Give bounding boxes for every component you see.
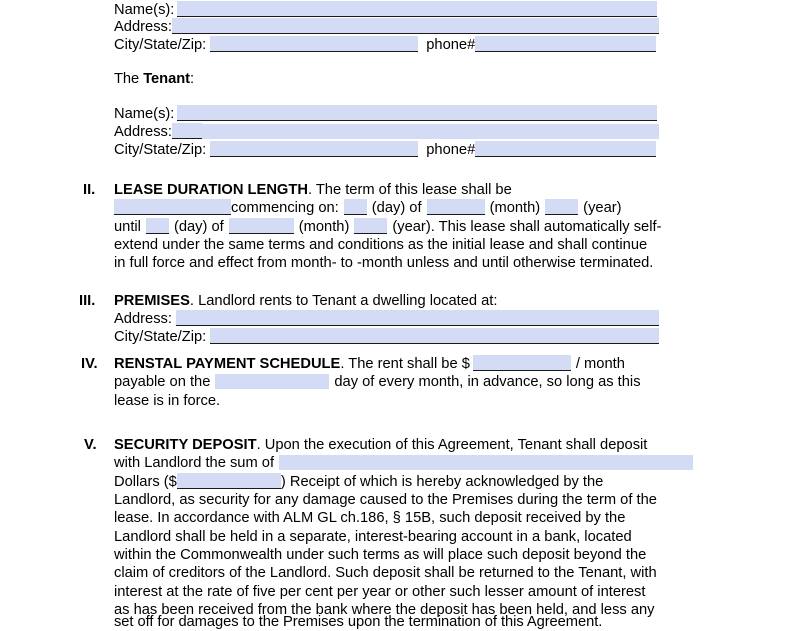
premises-title: PREMISES bbox=[114, 293, 190, 309]
start-year-input[interactable] bbox=[545, 199, 578, 215]
lease-duration-t9: (year). This lease shall automatically self- bbox=[392, 218, 662, 235]
landlord-phone-label: phone# bbox=[426, 37, 476, 53]
lease-duration-line-2 bbox=[114, 199, 699, 217]
landlord-name-label: Name(s): bbox=[114, 2, 175, 18]
security-deposit-line-1 bbox=[114, 436, 699, 454]
deposit-sum-words-input[interactable] bbox=[279, 455, 693, 470]
tenant-name-row bbox=[114, 105, 657, 123]
rental-payment-t2: / month bbox=[575, 356, 625, 372]
lease-duration-t2: commencing on: bbox=[231, 200, 339, 217]
security-deposit-line-10: as has been received from the bank where the deposit has been held, and less any bbox=[114, 602, 655, 619]
rental-payment-line-2 bbox=[114, 373, 699, 391]
landlord-name-input[interactable] bbox=[177, 1, 657, 17]
security-deposit-t12: set off for damages to the Premises upon the termination of this Agreement. bbox=[114, 614, 603, 630]
landlord-citystatezip-row bbox=[114, 36, 656, 54]
security-deposit-line-9: interest at the rate of five per cent per year or other such lesser amount of interest bbox=[114, 583, 646, 600]
premises-address-label: Address: bbox=[114, 311, 172, 327]
lease-duration-t6: until bbox=[114, 218, 141, 235]
section-numeral-ii: II. bbox=[83, 182, 96, 198]
end-month-input[interactable] bbox=[229, 218, 294, 234]
tenant-heading-suffix: : bbox=[189, 71, 194, 87]
security-deposit-line-3 bbox=[114, 473, 699, 491]
security-deposit-line-11-clipped bbox=[114, 613, 699, 630]
security-deposit-line-8: claim of creditors of the Landlord. Such deposit shall be returned to the Tenant, with bbox=[114, 565, 657, 582]
tenant-heading bbox=[114, 70, 194, 88]
tenant-phone-label: phone# bbox=[426, 142, 476, 158]
lease-duration-line-1 bbox=[114, 181, 699, 199]
rental-payment-title: RENSTAL PAYMENT SCHEDULE bbox=[114, 356, 341, 372]
premises-t1: . Landlord rents to Tenant a dwelling located at: bbox=[189, 293, 498, 309]
landlord-name-row bbox=[114, 1, 657, 19]
premises-address-input[interactable] bbox=[176, 310, 659, 326]
section-numeral-iii: III. bbox=[79, 293, 96, 309]
security-deposit-line-7: within the Commonwealth under such terms as will place such deposit beyond the bbox=[114, 547, 647, 564]
tenant-citystatezip-label: City/State/Zip: bbox=[114, 142, 207, 158]
section-security-deposit bbox=[114, 436, 699, 619]
security-deposit-line-6: Landlord shall be held in a separate, interest-bearing account in a bank, located bbox=[114, 528, 632, 545]
lease-duration-t1: . The term of this lease shall be bbox=[307, 182, 512, 198]
section-numeral-iv: IV. bbox=[81, 356, 98, 372]
lease-duration-t4: (month) bbox=[489, 200, 541, 217]
security-deposit-title: SECURITY DEPOSIT bbox=[114, 437, 257, 453]
start-month-input[interactable] bbox=[427, 199, 485, 215]
premises-citystatezip-row bbox=[114, 328, 659, 346]
section-premises bbox=[114, 292, 699, 310]
premises-citystatezip-input[interactable] bbox=[210, 328, 659, 344]
rent-due-day-input[interactable] bbox=[215, 374, 329, 389]
landlord-citystatezip-input[interactable] bbox=[210, 36, 418, 52]
rental-payment-t3: payable on the bbox=[114, 374, 211, 391]
lease-duration-t8: (month) bbox=[298, 218, 350, 235]
section-rental-payment bbox=[114, 355, 699, 410]
tenant-address-label: Address: bbox=[114, 124, 172, 140]
lease-duration-line-3 bbox=[114, 218, 699, 236]
tenant-heading-bold: Tenant bbox=[143, 71, 190, 87]
tenant-citystatezip-row bbox=[114, 141, 656, 159]
end-day-input[interactable] bbox=[146, 218, 169, 234]
rental-payment-t1: . The rent shall be $ bbox=[340, 356, 470, 372]
premises-address-row bbox=[114, 310, 659, 328]
security-deposit-line-5: lease. In accordance with ALM GL ch.186, § 15B, such deposit received by the bbox=[114, 510, 626, 527]
tenant-phone-input[interactable] bbox=[475, 141, 656, 157]
landlord-address-label: Address: bbox=[114, 19, 172, 35]
tenant-heading-prefix: The bbox=[114, 71, 144, 87]
section-numeral-v: V. bbox=[84, 437, 97, 453]
rental-payment-line-1 bbox=[114, 355, 699, 373]
premises-line-1 bbox=[114, 292, 699, 310]
tenant-citystatezip-input[interactable] bbox=[210, 141, 418, 157]
deposit-sum-figures-input[interactable] bbox=[177, 473, 281, 489]
security-deposit-t2: with Landlord the sum of bbox=[114, 455, 275, 472]
lease-duration-title: LEASE DURATION LENGTH bbox=[114, 182, 308, 198]
lease-duration-line-5: in full force and effect from month- to -month unless and until otherwise terminated. bbox=[114, 255, 654, 272]
tenant-address-input-ext[interactable] bbox=[202, 124, 659, 139]
lease-duration-t3: (day) of bbox=[371, 200, 422, 217]
lease-term-length-input[interactable] bbox=[114, 199, 231, 215]
security-deposit-t4: ) Receipt of which is hereby acknowledged by the bbox=[280, 473, 604, 490]
security-deposit-line-4: Landlord, as security for any damage caused to the Premises during the term of the bbox=[114, 492, 657, 509]
landlord-phone-input[interactable] bbox=[475, 36, 656, 52]
landlord-citystatezip-label: City/State/Zip: bbox=[114, 37, 207, 53]
start-day-input[interactable] bbox=[344, 199, 367, 215]
tenant-address-row bbox=[114, 123, 659, 141]
lease-duration-t5: (year) bbox=[583, 200, 622, 217]
tenant-address-input[interactable] bbox=[172, 123, 202, 139]
premises-citystatezip-label: City/State/Zip: bbox=[114, 329, 207, 345]
rent-amount-input[interactable] bbox=[473, 355, 571, 371]
section-lease-duration bbox=[114, 181, 699, 273]
security-deposit-t1: . Upon the execution of this Agreement, Tenant shall deposit bbox=[256, 437, 648, 453]
lease-duration-line-4: extend under the same terms and conditions as the initial lease and shall continue bbox=[114, 237, 648, 254]
rental-payment-t4: day of every month, in advance, so long as this bbox=[334, 374, 641, 391]
lease-duration-t7: (day) of bbox=[173, 218, 224, 235]
landlord-address-row bbox=[114, 18, 659, 36]
end-year-input[interactable] bbox=[354, 218, 387, 234]
tenant-name-label: Name(s): bbox=[114, 106, 175, 122]
landlord-address-input[interactable] bbox=[172, 18, 659, 34]
tenant-name-input[interactable] bbox=[177, 105, 657, 121]
security-deposit-line-2 bbox=[114, 454, 699, 472]
security-deposit-t3: Dollars ($ bbox=[114, 473, 177, 490]
rental-payment-line-3: lease is in force. bbox=[114, 392, 221, 409]
